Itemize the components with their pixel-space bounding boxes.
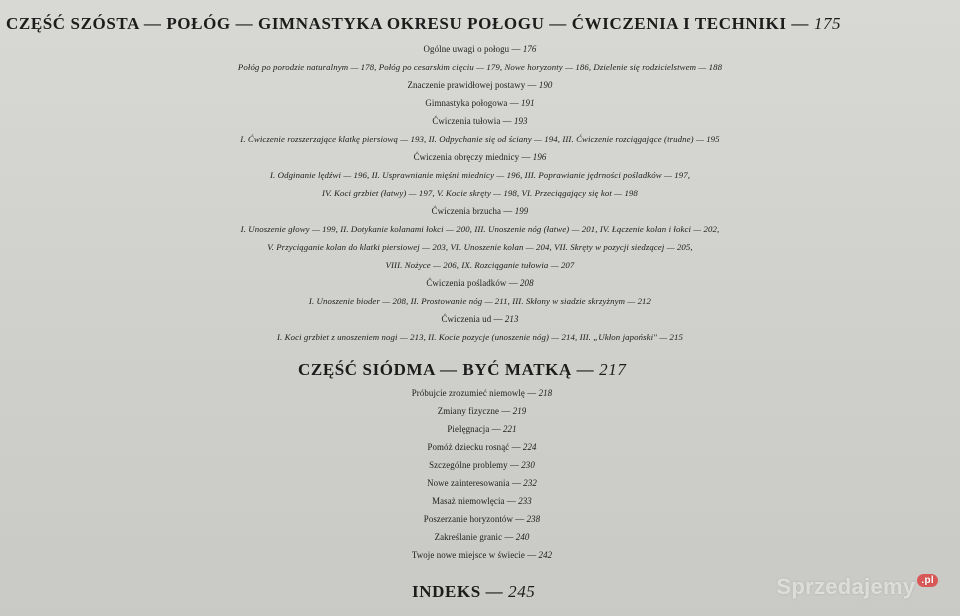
toc-entry-text: I. Koci grzbiet z unoszeniem nogi — 213, II. Kocie pozycje (unoszenie nóg) — 214, III. „Ukłon japoński" — xyxy=(276,332,670,342)
toc-subentries xyxy=(0,166,960,184)
watermark-text: Sprzedajemy xyxy=(776,574,916,599)
toc-entry xyxy=(2,402,960,420)
toc-entry xyxy=(2,420,960,438)
part-seven-heading xyxy=(298,360,626,380)
toc-entry xyxy=(0,94,960,112)
toc-subentries xyxy=(0,220,960,238)
toc-entry-page: 224 xyxy=(522,442,537,452)
toc-entry-page: 221 xyxy=(503,424,517,434)
toc-entry-page: 208 xyxy=(520,278,534,288)
toc-entry-page: 238 xyxy=(526,514,541,524)
toc-entry-text: Twoje nowe miejsce w świecie — xyxy=(411,550,539,560)
toc-entry-text: Próbujcie zrozumieć niemowlę — xyxy=(411,388,539,398)
toc-entry-page: 242 xyxy=(538,550,553,560)
toc-entry-text: Gimnastyka połogowa — xyxy=(425,98,521,108)
toc-entry xyxy=(2,492,960,510)
toc-subentries xyxy=(0,256,960,274)
toc-entry-text: I. Ćwiczenie rozszerzające klatkę piersiową — 193, II. Odpychanie się od ściany — 194, III. Ćwiczenie rozciągające (trudne) — xyxy=(240,134,707,144)
toc-entry xyxy=(2,456,960,474)
part-seven-page: 217 xyxy=(599,360,627,379)
toc-entry xyxy=(0,112,960,130)
toc-entry-text: I. Unoszenie głowy — 199, II. Dotykanie kolanami łokci — 200, III. Unoszenie nóg (łatwe) — 201, IV. Łączenie kolan i łokci — xyxy=(240,224,704,234)
toc-entry xyxy=(0,274,960,292)
toc-entry xyxy=(2,510,960,528)
toc-entry-text: Ćwiczenia pośladków — xyxy=(426,278,521,288)
toc-entry-text: Pomóż dziecku rosnąć — xyxy=(427,442,523,452)
toc-entry-text: Zmiany fizyczne — xyxy=(437,406,513,416)
toc-entry-text: Masaż niemowlęcia — xyxy=(432,496,519,506)
toc-entry-page: 190 xyxy=(538,80,553,90)
toc-entry-page: 232 xyxy=(523,478,537,488)
toc-entry-text: Ćwiczenia brzucha — xyxy=(431,206,515,216)
toc-entry-text: Ogólne uwagi o połogu — xyxy=(423,44,523,54)
toc-entry-page: 205, xyxy=(676,242,693,252)
toc-entry xyxy=(0,202,960,220)
toc-entry-text: Zakreślanie granic — xyxy=(434,532,516,542)
toc-entry-text: I. Unoszenie bioder — 208, II. Prostowanie nóg — 211, III. Skłony w siadzie skrzyżnym — xyxy=(308,296,638,306)
toc-entry-text: Znaczenie prawidłowej postawy — xyxy=(407,80,539,90)
part-seven-title: CZĘŚĆ SIÓDMA — BYĆ MATKĄ — xyxy=(298,360,600,379)
toc-entry xyxy=(0,40,960,58)
toc-entry-page: 191 xyxy=(521,98,535,108)
toc-entry-page: 212 xyxy=(637,296,652,306)
toc-subentries xyxy=(0,130,960,148)
toc-entry-text: Poszerzanie horyzontów — xyxy=(423,514,527,524)
toc-entry-page: 207 xyxy=(560,260,575,270)
toc-entry-page: 195 xyxy=(706,134,720,144)
toc-entry xyxy=(2,528,960,546)
toc-entry xyxy=(2,438,960,456)
toc-entry-page: 176 xyxy=(522,44,537,54)
toc-entry xyxy=(0,310,960,328)
index-page: 245 xyxy=(508,582,536,601)
toc-entry xyxy=(0,148,960,166)
index-heading xyxy=(412,582,535,602)
toc-entry-text: Ćwiczenia obręczy miednicy — xyxy=(413,152,533,162)
toc-entry-page: 202, xyxy=(703,224,720,234)
toc-entry-text: Połóg po porodzie naturalnym — 178, Połóg po cesarskim cięciu — 179, Nowe horyzonty — 186, Dzielenie się rodzicielstwem — xyxy=(237,62,709,72)
toc-subentries xyxy=(0,184,960,202)
toc-entry xyxy=(2,546,960,564)
index-title: INDEKS — xyxy=(412,582,509,601)
toc-entry xyxy=(2,384,960,402)
toc-subentries xyxy=(0,328,960,346)
toc-entry-text: IV. Koci grzbiet (łatwy) — 197, V. Kocie skręty — 198, VI. Przeciągający się kot — xyxy=(322,188,625,198)
toc-entry-page: 196 xyxy=(532,152,547,162)
toc-entry-text: VIII. Nożyce — 206, IX. Rozciąganie tułowia — xyxy=(385,260,561,270)
part-six-page: 175 xyxy=(813,14,842,33)
toc-entry-page: 213 xyxy=(504,314,519,324)
part-six-heading xyxy=(6,14,841,34)
toc-entry-text: I. Odginanie lędźwi — 196, II. Usprawnianie mięśni miednicy — 196, III. Poprawianie jędrności pośladków — xyxy=(269,170,675,180)
toc-entry xyxy=(0,76,960,94)
toc-entry-page: 197, xyxy=(674,170,691,180)
toc-entry-text: Ćwiczenia ud — xyxy=(441,314,505,324)
watermark-badge: .pl xyxy=(917,574,938,587)
toc-entry-page: 240 xyxy=(515,532,530,542)
toc-entry-text: Szczególne problemy — xyxy=(429,460,522,470)
toc-subentries xyxy=(0,238,960,256)
toc-entry-page: 233 xyxy=(518,496,532,506)
part-six-title: CZĘŚĆ SZÓSTA — POŁÓG — GIMNASTYKA OKRESU POŁOGU — ĆWICZENIA I TECHNIKI — xyxy=(6,14,814,33)
toc-entry-page: 199 xyxy=(514,206,529,216)
toc-entry-page: 219 xyxy=(512,406,527,416)
toc-entry-text: Pielęgnacja — xyxy=(447,424,503,434)
toc-entry-text: V. Przyciąganie kolan do klatki piersiowej — 203, VI. Unoszenie kolan — 204, VII. Skręty w pozycji siedzącej — xyxy=(267,242,677,252)
toc-entry-page: 188 xyxy=(708,62,723,72)
toc-entry-text: Nowe zainteresowania — xyxy=(427,478,524,488)
toc-entry-page: 198 xyxy=(624,188,638,198)
toc-entry-page: 218 xyxy=(538,388,553,398)
site-watermark xyxy=(776,574,938,600)
toc-subentries xyxy=(0,58,960,76)
toc-subentries xyxy=(0,292,960,310)
toc-entry-page: 193 xyxy=(513,116,528,126)
toc-entry-page: 215 xyxy=(669,332,683,342)
toc-entry xyxy=(2,474,960,492)
toc-entry-text: Ćwiczenia tułowia — xyxy=(432,116,514,126)
toc-entry-page: 230 xyxy=(521,460,535,470)
